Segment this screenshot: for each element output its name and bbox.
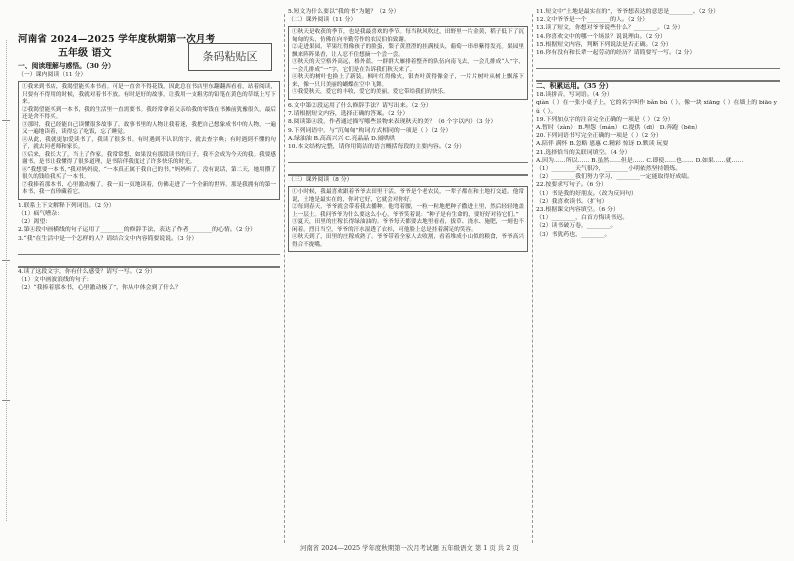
binding-tick: [2, 400, 10, 401]
answer-lines[interactable]: [536, 57, 780, 82]
question: 12.文中爷爷是一个________的人。（2 分）: [536, 17, 649, 24]
question: 6.文中第②段运用了什么修辞手法？请写出来。（2 分）: [288, 102, 432, 109]
binding-tick: [2, 120, 10, 121]
question: 5.短文为什么要以“我的书”为题？（2 分）: [288, 9, 400, 15]
paragraph: ⑤后来，我长大了，当上了作家。我常常想，如果没有那段读书的日子，我不会成为今天的我。我要感谢书，是书让我懂得了很多道理，是书陪伴我度过了许多快乐的时光。: [22, 151, 276, 166]
paragraph: ③那时，我已经能自己读懂很多故事了。故事书里的人物让我着迷，我把自己想象成书中的人物，一遍又一遍地读着，读得忘了吃饭，忘了睡觉。: [22, 121, 276, 136]
question: （2）________我们努力学习，________一定能取得好成绩。: [536, 174, 693, 181]
exam-subtitle: 五年级 语文: [58, 48, 112, 59]
section-heading: 一、阅读理解与感悟。（30 分）: [18, 62, 115, 70]
question: 1.联系上下文解释下列词语。（2 分）: [18, 202, 115, 209]
question: 18.读拼音，写词语。（4 分）: [536, 92, 613, 99]
question: （2）读书破万卷，________。: [536, 223, 617, 230]
question: （3）书犹药也，________。: [536, 231, 611, 238]
question: 14.你喜欢文中的哪一个场景？说说理由。（2 分）: [536, 33, 666, 40]
question: 8.阅读第④段，作者通过描写哪些景物来表现秋天的美？（6 个字以内）（3 分）: [288, 119, 497, 126]
question: （2）我喜欢读书。（扩句）: [536, 198, 608, 205]
question: （1）________，白首方悔读书迟。: [536, 215, 629, 222]
section-heading: 二、积累运用。（35 分）: [536, 82, 613, 91]
question: 15.根据短文内容，判断下列说法是否正确。（2 分）: [536, 41, 672, 48]
binding-tick: [2, 260, 10, 261]
reading-passage: [288, 26, 528, 100]
paragraph: ①我来到书店，我渴望能买本书看。可是一直舍不得花钱，因此总在书店里东翻翻西看看，站着阅读，只要有不得用的时候，我就对着书不放。有时是好的故事，让我用一支粗劣的铅笔在黄色的草纸上写下来。: [22, 84, 276, 106]
paragraph: ②走进果园，苹果红得像孩子的脸蛋，梨子黄澄澄的挂满枝头，葡萄一串串紫得发亮。果园里飘来阵阵果香，让人忍不住想摘一个尝一尝。: [292, 44, 524, 58]
question: 20.下列词语书写完全正确的一项是（ ）（2 分）: [536, 133, 662, 140]
paragraph: ③夏天，田里的庄稼长得绿油油的。爷爷每天都要去地里看看，拔草、浇水、施肥，一刻也不闲着。烈日当空，爷爷的汗水湿透了衣衫，可他脸上总是挂着满足的笑容。: [292, 219, 524, 233]
question: （1）________天气很冷，________小明依然坚持锻炼。: [536, 166, 682, 173]
paragraph: ⑦我捧着那本书，心里激动极了。我一页一页地读着，仿佛走进了一个全新的世界。那是我拥有的第一本书，我一直珍藏着它。: [22, 181, 276, 196]
paragraph: ①小时候，我最喜欢跟着爷爷去田里干活。爷爷是个老农民，一辈子都在和土地打交道。他常说，土地是最实在的，你对它好，它就会对你好。: [292, 189, 524, 203]
reading-passage: [18, 81, 280, 200]
paragraph: ⑥“我想要一本书，”我对妈妈说，“一本真正属于我自己的书。”妈妈听了，没有说话，第二天，她用攒了很久的钱给我买了一本书。: [22, 166, 276, 181]
column-3: [536, 8, 780, 547]
column-divider: [532, 14, 533, 543]
paragraph: ③秋天的天空格外高远，格外蓝。一群群大雁排着整齐的队伍向南飞去，一会儿排成“人”字，一会儿排成“一”字，它们是在告诉我们秋天来了。: [292, 59, 524, 73]
paragraph: ④秋天到了，田里的庄稼成熟了。爷爷带着全家人去收割，看着堆成小山似的粮食，爷爷高兴得合不拢嘴。: [292, 234, 524, 248]
question: qiàn（ ）在一张小桌子上，它的名字叫作 bǎn bù（ ），像一块 xiāng（ ）在墙上的 biāo yǔ（ ）。: [536, 100, 777, 115]
question: 23.根据课文内容填空。（6 分）: [536, 207, 619, 214]
reading-passage: [288, 186, 528, 252]
question: 16.你有没有和长辈一起劳动的经历？请简要写一写。（2 分）: [536, 50, 696, 57]
answer-lines[interactable]: [18, 243, 280, 268]
binding-margin: [6, 40, 7, 521]
paragraph: ④从此，我就更加爱读书了，我读了很多书。有时遇到不认识的字，就去查字典；有时遇到不懂的句子，就去问老师和家长。: [22, 136, 276, 151]
exam-title: 河南省 2024—2025 学年度秋期第一次月考: [18, 34, 216, 45]
answer-lines[interactable]: [288, 151, 528, 176]
column-2: [288, 8, 528, 547]
question: （1）文中画波浪线的句子：: [18, 276, 93, 283]
question: 7.请根据短文内容，选择正确的答案。（2 分）: [288, 111, 409, 118]
question: 19.下列加点字的注音完全正确的一项是（ ）（2 分）: [536, 116, 674, 123]
answer-options: A.绿油油 B.高高兴兴 C.亮晶晶 D.闹哄哄: [288, 135, 396, 142]
question: 3.“我”在生活中是一个怎样的人？请结合文中内容简要说说。（3 分）: [18, 235, 198, 242]
question: （2）“我捧着那本书，心里激动极了”，你从中体会到了什么？: [18, 285, 181, 292]
answer-options: A.因为……所以…… B.虽然……但是…… C.即使……也…… D.如果……就……: [536, 157, 744, 164]
question: （1）疯气嘈杂：: [18, 210, 63, 217]
passage-heading: （一）课内阅读（11 分）: [18, 72, 87, 78]
question: 10.本文结构完整，请你用简洁的语言概括每段的主要内容。（2 分）: [288, 143, 465, 150]
question: 13.读了短文，你想对爷爷说些什么？________。（2 分）: [536, 25, 684, 32]
paragraph: ①秋天是收获的季节，也是我最喜欢的季节。每当秋风吹过，田野里一片金黄，稻子低下了沉甸甸的头，仿佛在向辛勤劳作的农民伯伯致谢。: [292, 29, 524, 43]
paragraph: ②每到春天，爷爷就会带着我去播种。他弯着腰，一粒一粒地把种子撒进土里，然后轻轻地盖上一层土。我问爷爷为什么要这么小心，爷爷笑着说：“种子是有生命的，要好好对待它们。”: [292, 204, 524, 218]
answer-options: A.暂时（zàn） B.埋怨（mán） C.提供（dī） D.奔跑（bēn）: [536, 125, 701, 132]
question: 21.选择恰当的关联词填空。（4 分）: [536, 149, 631, 156]
question: 9.下列词语中，与“沉甸甸”构词方式相同的一项是（ ）（2 分）: [288, 127, 452, 134]
passage-heading: （三）课外阅读（8 分）: [288, 177, 353, 184]
passage-heading: （二）课外阅读（11 分）: [288, 17, 357, 24]
question: （1）书是我的好朋友。（改为反问句）: [536, 190, 637, 197]
column-divider: [284, 14, 285, 543]
question: 11.短文中“土地是最实在的”，爷爷想表达的意思是________。（2 分）: [536, 9, 719, 15]
column-1: [18, 8, 280, 547]
question: （2）渴望：: [18, 219, 52, 226]
answer-options: A.陪伴 满怀 B.忽略 恩惠 C.精彩 惊讶 D.默读 玩耍: [536, 141, 669, 148]
question: 2.第④段中画横线的句子运用了________的修辞手法，表达了作者________的心情。（2 分）: [18, 227, 257, 234]
question: 22.按要求写句子。（6 分）: [536, 182, 607, 189]
page-footer: 河南省 2024—2025 学年度秋期第一次月考试题 五年级语文 第 1 页 共 2 页: [300, 544, 519, 552]
paragraph: ⑤我爱秋天，爱它的丰收，爱它的美丽，爱它带给我们的快乐。: [292, 89, 449, 96]
paragraph: ④秋天的树叶也换上了新装。枫叶红得像火，银杏叶黄得像金子，一片片树叶从树上飘落下来，像一只只美丽的蝴蝶在空中飞舞。: [292, 74, 524, 88]
paragraph: ②我渴望能买到一本书，我的生活里一直需要书。我经常拿着父亲给我的零钱在书摊前犹豫很久，最后还是舍不得买。: [22, 106, 276, 121]
barcode-area: 条码粘贴区: [188, 43, 272, 71]
question: 4.读了这段文字，你有什么感受？请写一写。（2 分）: [18, 268, 156, 275]
